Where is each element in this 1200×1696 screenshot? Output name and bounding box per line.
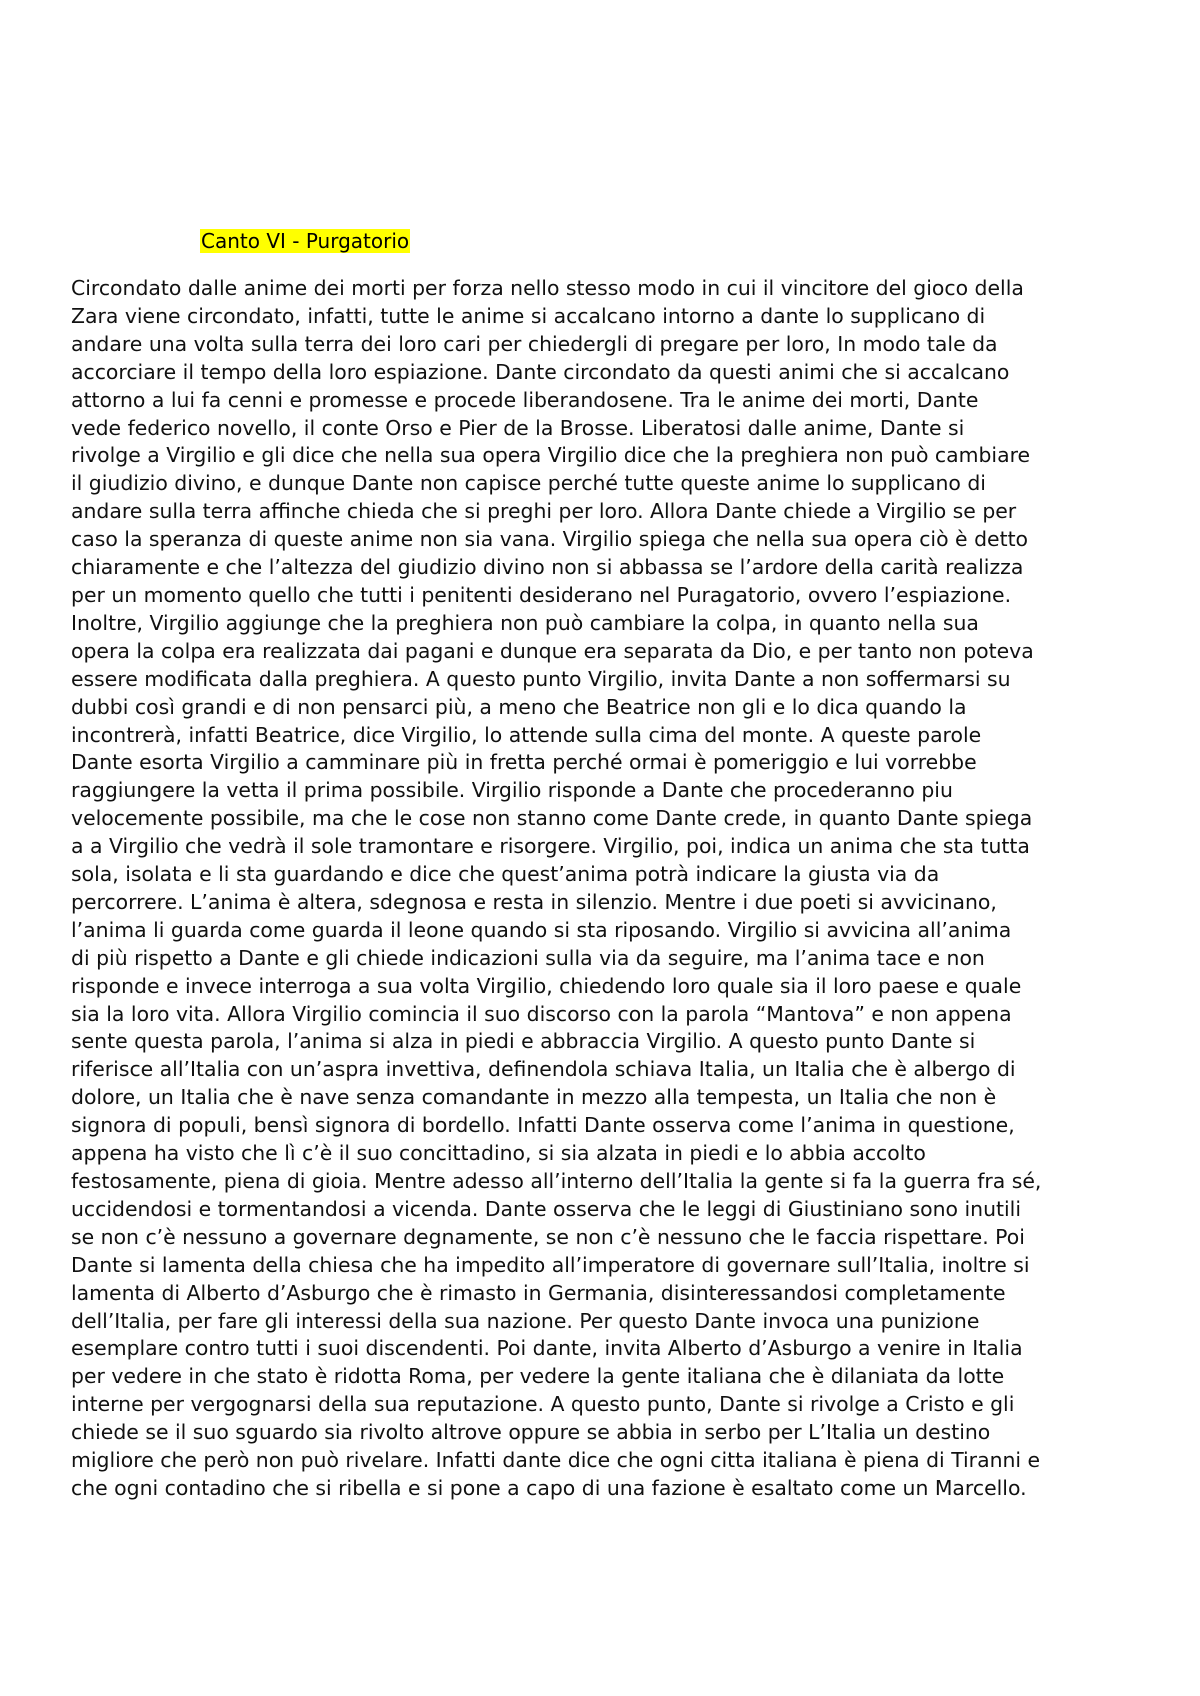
text-line: dell’Italia, per fare gli interessi della sua nazione. Per questo Dante invoca una punizione: [71, 1308, 980, 1333]
text-line: esemplare contro tutti i suoi discendenti. Poi dante, invita Alberto d’Asburgo a venire in Italia: [71, 1336, 1023, 1361]
text-line: sia la loro vita. Allora Virgilio comincia il suo discorso con la parola “Mantova” e non appena: [71, 1001, 1012, 1026]
text-line: andare una volta sulla terra dei loro cari per chiedergli di pregare per loro, In modo tale da: [71, 331, 998, 356]
text-line: l’anima li guarda come guarda il leone quando si sta riposando. Virgilio si avvicina all’anima: [71, 917, 1012, 942]
text-line: vede federico novello, il conte Orso e Pier de la Brosse. Liberatosi dalle anime, Dante si: [71, 415, 965, 440]
text-line: Inoltre, Virgilio aggiunge che la preghiera non può cambiare la colpa, in quanto nella sua: [71, 610, 979, 635]
text-line: riferisce all’Italia con un’aspra invettiva, definendola schiava Italia, un Italia che è albergo di: [71, 1057, 1016, 1082]
text-line: Zara viene circondato, infatti, tutte le anime si accalcano intorno a dante lo supplicano di: [71, 303, 986, 328]
text-line: incontrerà, infatti Beatrice, dice Virgilio, lo attende sulla cima del monte. A queste parole: [71, 722, 982, 747]
text-line: andare sulla terra affinche chieda che si preghi per loro. Allora Dante chiede a Virgilio se per: [71, 499, 1017, 524]
text-line: sente questa parola, l’anima si alza in piedi e abbraccia Virgilio. A questo punto Dante si: [71, 1029, 976, 1054]
text-line: essere modificata dalla preghiera. A questo punto Virgilio, invita Dante a non soffermarsi su: [71, 666, 1011, 691]
text-line: sola, isolata e li sta guardando e dice che quest’anima potrà indicare la giusta via da: [71, 862, 940, 887]
text-line: migliore che però non può rivelare. Infatti dante dice che ogni citta italiana è piena di Tiranni e: [71, 1448, 1041, 1473]
body-paragraph: [71, 275, 1141, 1503]
text-line: interne per vergognarsi della sua reputazione. A questo punto, Dante si rivolge a Cristo e gli: [71, 1392, 1015, 1417]
text-line: attorno a lui fa cenni e promesse e procede liberandosene. Tra le anime dei morti, Dante: [71, 387, 979, 412]
text-line: di più rispetto a Dante e gli chiede indicazioni sulla via da seguire, ma l’anima tace e non: [71, 945, 985, 970]
text-line: caso la speranza di queste anime non sia vana. Virgilio spiega che nella sua opera ciò è detto: [71, 527, 1029, 552]
text-line: Circondato dalle anime dei morti per forza nello stesso modo in cui il vincitore del gioco della: [71, 276, 1024, 300]
text-line: percorrere. L’anima è altera, sdegnosa e resta in silenzio. Mentre i due poeti si avvicinano,: [71, 889, 997, 914]
page-title: Canto VI - Purgatorio: [201, 229, 410, 253]
text-line: Dante esorta Virgilio a camminare più in fretta perché ormai è pomeriggio e lui vorrebbe: [71, 750, 977, 775]
text-line: signora di populi, bensì signora di bordello. Infatti Dante osserva come l’anima in questione,: [71, 1113, 1015, 1138]
text-line: appena ha visto che lì c’è il suo concittadino, si sia alzata in piedi e lo abbia accolto: [71, 1141, 926, 1166]
text-line: chiede se il suo sguardo sia rivolto altrove oppure se abbia in serbo per L’Italia un destino: [71, 1420, 991, 1445]
text-line: lamenta di Alberto d’Asburgo che è rimasto in Germania, disinteressandosi completamente: [71, 1280, 1006, 1305]
title-container: [200, 227, 410, 255]
text-line: rivolge a Virgilio e gli dice che nella sua opera Virgilio dice che la preghiera non può cambiare: [71, 443, 1031, 468]
text-line: velocemente possibile, ma che le cose non stanno come Dante crede, in quanto Dante spiega: [71, 806, 1033, 831]
text-line: festosamente, piena di gioia. Mentre adesso all’interno dell’Italia la gente si fa la guerra fra sé,: [71, 1169, 1042, 1193]
text-line: uccidendosi e tormentandosi a vicenda. Dante osserva che le leggi di Giustiniano sono inutili: [71, 1196, 1021, 1221]
text-line: opera la colpa era realizzata dai pagani e dunque era separata da Dio, e per tanto non poteva: [71, 638, 1034, 663]
text-line: a a Virgilio che vedrà il sole tramontare e risorgere. Virgilio, poi, indica un anima che sta tutta: [71, 834, 1030, 859]
text-line: per un momento quello che tutti i penitenti desiderano nel Puragatorio, ovvero l’espiazione.: [71, 582, 1012, 607]
text-line: Dante si lamenta della chiesa che ha impedito all’imperatore di governare sull’Italia, inoltre si: [71, 1252, 1030, 1277]
text-line: il giudizio divino, e dunque Dante non capisce perché tutte queste anime lo supplicano di: [71, 471, 986, 496]
text-line: che ogni contadino che si ribella e si pone a capo di una fazione è esaltato come un Marcello.: [71, 1475, 1027, 1500]
text-line: accorciare il tempo della loro espiazione. Dante circondato da questi animi che si accalcano: [71, 359, 1010, 384]
text-line: risponde e invece interroga a sua volta Virgilio, chiedendo loro quale sia il loro paese e quale: [71, 973, 1022, 998]
text-line: per vedere in che stato è ridotta Roma, per vedere la gente italiana che è dilaniata da lotte: [71, 1364, 1005, 1389]
text-line: dubbi così grandi e di non pensarci più, a meno che Beatrice non gli e lo dica quando la: [71, 694, 967, 719]
text-line: se non c’è nessuno a governare degnamente, se non c’è nessuno che le faccia rispettare. Poi: [71, 1224, 1025, 1249]
text-line: chiaramente e che l’altezza del giudizio divino non si abbassa se l’ardore della carità realizza: [71, 555, 1024, 580]
text-line: dolore, un Italia che è nave senza comandante in mezzo alla tempesta, un Italia che non è: [71, 1085, 997, 1110]
text-line: raggiungere la vetta il prima possibile. Virgilio risponde a Dante che procederanno piu: [71, 778, 953, 803]
